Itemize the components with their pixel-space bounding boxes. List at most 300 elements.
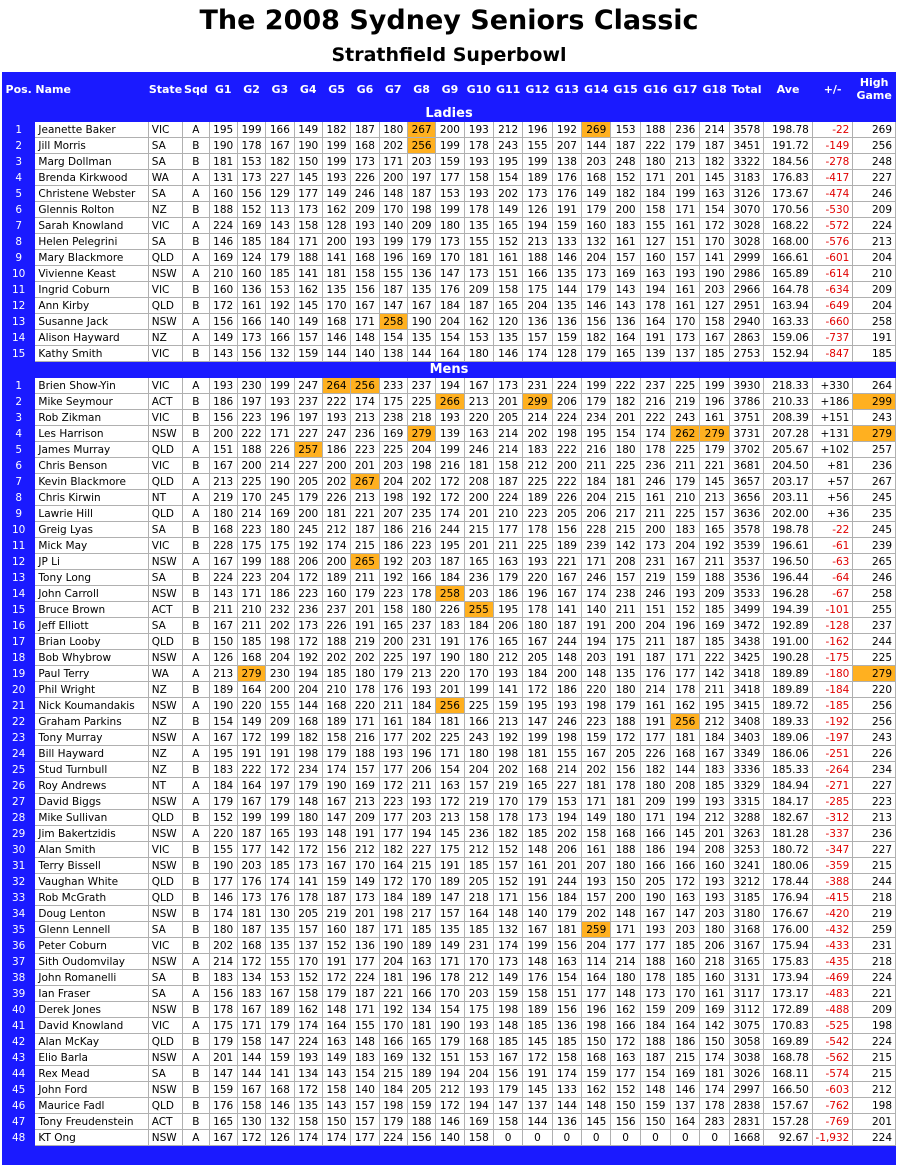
name-cell: David Biggs [35,794,148,810]
game-score-cell: 160 [671,954,700,970]
high-game-cell: 215 [853,1050,896,1066]
game-score-cell: 185 [671,970,700,986]
squad-cell: A [183,490,209,506]
total-cell: 3499 [729,602,763,618]
game-score-cell: 154 [700,202,729,218]
state-cell: NSW [148,266,182,282]
game-score-cell: 232 [266,602,294,618]
high-game-cell: 256 [853,698,896,714]
squad-cell: B [183,890,209,906]
average-cell: 176.67 [764,906,813,922]
position-cell: 18 [3,650,35,666]
average-cell: 198.78 [764,522,813,538]
plus-minus-cell: -251 [812,746,852,762]
game-score-cell: 161 [700,410,729,426]
table-row [3,410,896,426]
game-score-cell: 167 [582,746,611,762]
average-cell: 196.61 [764,538,813,554]
total-cell: 3408 [729,714,763,730]
game-score-cell: 147 [322,810,350,826]
name-cell: Tony Murray [35,730,148,746]
plus-minus-cell: -184 [812,682,852,698]
game-score-cell: 193 [671,266,700,282]
high-game-cell: 201 [853,1114,896,1130]
game-score-cell: 156 [407,1130,435,1146]
game-score-cell: 167 [700,746,729,762]
game-score-cell: 179 [266,794,294,810]
game-score-cell: 181 [322,266,350,282]
game-score-cell: 169 [266,506,294,522]
game-score-cell: 158 [493,282,522,298]
game-score-cell: 265 [351,554,379,570]
name-cell: Ian Fraser [35,986,148,1002]
game-score-cell: 155 [266,698,294,714]
game-score-cell: 174 [700,1050,729,1066]
game-score-cell: 172 [237,1130,265,1146]
game-score-cell: 158 [464,810,493,826]
game-score-cell: 210 [209,266,237,282]
state-cell: SA [148,186,182,202]
game-score-cell: 163 [611,1050,640,1066]
table-row [3,970,896,986]
game-score-cell: 171 [266,426,294,442]
game-score-cell: 139 [436,426,464,442]
game-score-cell: 204 [464,1066,493,1082]
game-score-cell: 176 [464,634,493,650]
game-score-cell: 258 [379,314,407,330]
game-score-cell: 201 [611,410,640,426]
game-score-cell: 219 [351,634,379,650]
game-score-cell: 178 [700,1098,729,1114]
table-row [3,1066,896,1082]
game-score-cell: 204 [582,938,611,954]
game-score-cell: 173 [436,234,464,250]
position-cell: 12 [3,554,35,570]
position-cell: 19 [3,666,35,682]
game-score-cell: 175 [237,538,265,554]
total-cell: 1668 [729,1130,763,1146]
game-score-cell: 213 [209,666,237,682]
game-score-cell: 165 [266,826,294,842]
game-score-cell: 161 [493,250,522,266]
game-score-cell: 189 [209,682,237,698]
game-score-cell: 170 [671,986,700,1002]
game-score-cell: 202 [493,762,522,778]
game-score-cell: 157 [294,330,322,346]
position-cell: 4 [3,170,35,186]
game-score-cell: 204 [582,490,611,506]
game-score-cell: 200 [379,170,407,186]
squad-cell: A [183,778,209,794]
game-score-cell: 190 [407,314,435,330]
total-cell: 3418 [729,666,763,682]
column-header: G10 [464,73,493,106]
game-score-cell: 145 [436,826,464,842]
game-score-cell: 178 [671,682,700,698]
name-cell: Rex Mead [35,1066,148,1082]
game-score-cell: 150 [611,874,640,890]
total-cell: 3315 [729,794,763,810]
plus-minus-cell: -525 [812,1018,852,1034]
game-score-cell: 167 [266,986,294,1002]
game-score-cell: 156 [552,1002,581,1018]
squad-cell: B [183,426,209,442]
game-score-cell: 186 [209,394,237,410]
high-game-cell: 279 [853,666,896,682]
game-score-cell: 149 [351,874,379,890]
total-cell: 3026 [729,1066,763,1082]
game-score-cell: 173 [640,538,670,554]
game-score-cell: 225 [464,698,493,714]
plus-minus-cell: -737 [812,330,852,346]
game-score-cell: 223 [379,794,407,810]
game-score-cell: 162 [464,314,493,330]
game-score-cell: 237 [322,602,350,618]
game-score-cell: 143 [611,282,640,298]
game-score-cell: 179 [582,394,611,410]
game-score-cell: 181 [322,506,350,522]
high-game-cell: 257 [853,442,896,458]
game-score-cell: 191 [523,874,552,890]
game-score-cell: 223 [294,586,322,602]
game-score-cell: 202 [552,826,581,842]
game-score-cell: 187 [671,634,700,650]
game-score-cell: 192 [700,538,729,554]
game-score-cell: 152 [322,938,350,954]
game-score-cell: 164 [671,1114,700,1130]
plus-minus-cell: -769 [812,1114,852,1130]
game-score-cell: 185 [407,922,435,938]
game-score-cell: 246 [552,714,581,730]
game-score-cell: 210 [237,602,265,618]
game-score-cell: 199 [322,138,350,154]
total-cell: 3058 [729,1034,763,1050]
average-cell: 181.28 [764,826,813,842]
game-score-cell: 217 [611,506,640,522]
game-score-cell: 212 [322,522,350,538]
game-score-cell: 170 [493,794,522,810]
game-score-cell: 135 [493,330,522,346]
total-cell: 3212 [729,874,763,890]
squad-cell: B [183,1034,209,1050]
game-score-cell: 209 [700,586,729,602]
game-score-cell: 187 [351,122,379,138]
game-score-cell: 186 [266,586,294,602]
game-score-cell: 141 [322,250,350,266]
game-score-cell: 199 [237,554,265,570]
game-score-cell: 147 [436,266,464,282]
game-score-cell: 167 [209,618,237,634]
game-score-cell: 162 [322,202,350,218]
game-score-cell: 194 [523,218,552,234]
position-cell: 40 [3,1002,35,1018]
game-score-cell: 177 [379,762,407,778]
squad-cell: A [183,666,209,682]
squad-cell: A [183,1018,209,1034]
high-game-cell: 244 [853,874,896,890]
name-cell: Sith Oudomvilay [35,954,148,970]
game-score-cell: 213 [209,474,237,490]
game-score-cell: 193 [322,410,350,426]
game-score-cell: 200 [322,458,350,474]
game-score-cell: 157 [351,762,379,778]
average-cell: 203.17 [764,474,813,490]
game-score-cell: 146 [266,1098,294,1114]
game-score-cell: 175 [436,842,464,858]
game-score-cell: 203 [671,922,700,938]
total-cell: 2966 [729,282,763,298]
total-cell: 3117 [729,986,763,1002]
game-score-cell: 144 [237,1050,265,1066]
game-score-cell: 173 [464,266,493,282]
game-score-cell: 206 [552,394,581,410]
game-score-cell: 215 [351,538,379,554]
plus-minus-cell: -1,932 [812,1130,852,1146]
game-score-cell: 224 [552,378,581,394]
plus-minus-cell: -101 [812,602,852,618]
game-score-cell: 191 [266,746,294,762]
column-header: G12 [523,73,552,106]
game-score-cell: 165 [379,618,407,634]
game-score-cell: 192 [294,538,322,554]
column-header: G9 [436,73,464,106]
position-cell: 3 [3,410,35,426]
game-score-cell: 149 [237,714,265,730]
game-score-cell: 187 [640,650,670,666]
table-row [3,506,896,522]
plus-minus-cell: -264 [812,762,852,778]
squad-cell: B [183,874,209,890]
game-score-cell: 212 [700,714,729,730]
game-score-cell: 167 [407,298,435,314]
column-header: G14 [582,73,611,106]
table-footer-bar [3,1146,896,1165]
game-score-cell: 225 [436,730,464,746]
game-score-cell: 181 [700,1066,729,1082]
game-score-cell: 159 [552,218,581,234]
game-score-cell: 169 [671,1066,700,1082]
state-cell: NSW [148,314,182,330]
game-score-cell: 177 [351,1130,379,1146]
game-score-cell: 120 [493,314,522,330]
game-score-cell: 198 [379,1098,407,1114]
state-cell: NSW [148,954,182,970]
game-score-cell: 181 [436,714,464,730]
game-score-cell: 137 [294,938,322,954]
game-score-cell: 171 [379,922,407,938]
state-cell: NSW [148,586,182,602]
average-cell: 189.06 [764,730,813,746]
game-score-cell: 140 [582,602,611,618]
game-score-cell: 155 [351,1018,379,1034]
game-score-cell: 180 [611,858,640,874]
table-row [3,1050,896,1066]
game-score-cell: 225 [611,458,640,474]
game-score-cell: 225 [523,538,552,554]
game-score-cell: 220 [436,666,464,682]
game-score-cell: 185 [266,858,294,874]
plus-minus-cell: -63 [812,554,852,570]
game-score-cell: 267 [407,122,435,138]
name-cell: Lawrie Hill [35,506,148,522]
game-score-cell: 221 [700,458,729,474]
game-score-cell: 201 [671,170,700,186]
game-score-cell: 190 [209,858,237,874]
table-row [3,474,896,490]
game-score-cell: 144 [407,346,435,362]
game-score-cell: 175 [611,634,640,650]
game-score-cell: 176 [209,1098,237,1114]
game-score-cell: 159 [209,1082,237,1098]
game-score-cell: 171 [640,810,670,826]
column-header: G4 [294,73,322,106]
position-cell: 31 [3,858,35,874]
high-game-cell: 236 [853,458,896,474]
game-score-cell: 200 [640,522,670,538]
game-score-cell: 208 [464,474,493,490]
game-score-cell: 226 [266,442,294,458]
game-score-cell: 198 [407,458,435,474]
game-score-cell: 0 [611,1130,640,1146]
game-score-cell: 201 [351,906,379,922]
game-score-cell: 184 [407,714,435,730]
game-score-cell: 165 [209,1114,237,1130]
squad-cell: A [183,650,209,666]
game-score-cell: 147 [493,1098,522,1114]
game-score-cell: 181 [523,746,552,762]
plus-minus-cell: -614 [812,266,852,282]
state-cell: SA [148,138,182,154]
game-score-cell: 180 [523,618,552,634]
game-score-cell: 157 [436,906,464,922]
game-score-cell: 161 [582,842,611,858]
game-score-cell: 215 [407,858,435,874]
game-score-cell: 152 [294,970,322,986]
game-score-cell: 193 [351,234,379,250]
plus-minus-cell: +330 [812,378,852,394]
plus-minus-cell: -175 [812,650,852,666]
name-cell: Chris Kirwin [35,490,148,506]
total-cell: 2951 [729,298,763,314]
game-score-cell: 161 [671,298,700,314]
column-header: High Game [853,73,896,106]
game-score-cell: 149 [294,314,322,330]
game-score-cell: 167 [640,906,670,922]
position-cell: 44 [3,1066,35,1082]
total-cell: 3167 [729,938,763,954]
game-score-cell: 168 [464,1034,493,1050]
game-score-cell: 226 [552,490,581,506]
game-score-cell: 132 [266,346,294,362]
position-cell: 9 [3,250,35,266]
position-cell: 35 [3,922,35,938]
state-cell: QLD [148,874,182,890]
game-score-cell: 204 [523,298,552,314]
name-cell: Sarah Knowland [35,218,148,234]
game-score-cell: 200 [611,202,640,218]
game-score-cell: 187 [237,826,265,842]
game-score-cell: 159 [493,986,522,1002]
game-score-cell: 243 [671,410,700,426]
game-score-cell: 155 [464,234,493,250]
game-score-cell: 203 [700,906,729,922]
total-cell: 3681 [729,458,763,474]
game-score-cell: 223 [237,410,265,426]
game-score-cell: 207 [552,138,581,154]
game-score-cell: 199 [523,154,552,170]
game-score-cell: 222 [237,762,265,778]
game-score-cell: 176 [640,666,670,682]
column-header: G11 [493,73,522,106]
game-score-cell: 168 [322,314,350,330]
game-score-cell: 141 [294,266,322,282]
game-score-cell: 188 [209,202,237,218]
squad-cell: A [183,746,209,762]
game-score-cell: 144 [671,762,700,778]
game-score-cell: 154 [640,1066,670,1082]
squad-cell: A [183,986,209,1002]
average-cell: 173.94 [764,970,813,986]
game-score-cell: 184 [464,618,493,634]
game-score-cell: 179 [582,202,611,218]
game-score-cell: 191 [640,330,670,346]
game-score-cell: 168 [209,522,237,538]
table-header [3,73,896,106]
game-score-cell: 203 [464,586,493,602]
table-row [3,458,896,474]
game-score-cell: 142 [266,842,294,858]
name-cell: Mary Blackmore [35,250,148,266]
table-row [3,938,896,954]
game-score-cell: 234 [294,762,322,778]
game-score-cell: 212 [493,650,522,666]
game-score-cell: 166 [407,570,435,586]
game-score-cell: 200 [552,458,581,474]
game-score-cell: 185 [523,1018,552,1034]
game-score-cell: 171 [671,202,700,218]
game-score-cell: 140 [379,218,407,234]
high-game-cell: 267 [853,474,896,490]
game-score-cell: 179 [379,666,407,682]
game-score-cell: 187 [407,186,435,202]
table-row [3,202,896,218]
game-score-cell: 201 [493,394,522,410]
table-row [3,266,896,282]
game-score-cell: 180 [640,778,670,794]
column-header: State [148,73,182,106]
position-cell: 28 [3,810,35,826]
game-score-cell: 180 [464,650,493,666]
game-score-cell: 194 [552,810,581,826]
state-cell: SA [148,986,182,1002]
game-score-cell: 196 [523,586,552,602]
state-cell: NZ [148,714,182,730]
position-cell: 15 [3,346,35,362]
game-score-cell: 174 [351,394,379,410]
game-score-cell: 161 [523,858,552,874]
game-score-cell: 212 [436,1082,464,1098]
game-score-cell: 124 [237,250,265,266]
game-score-cell: 138 [379,346,407,362]
average-cell: 164.78 [764,282,813,298]
game-score-cell: 179 [493,1082,522,1098]
high-game-cell: 224 [853,1034,896,1050]
game-score-cell: 236 [464,570,493,586]
high-game-cell: 248 [853,154,896,170]
game-score-cell: 195 [493,602,522,618]
game-score-cell: 172 [209,298,237,314]
game-score-cell: 153 [552,794,581,810]
